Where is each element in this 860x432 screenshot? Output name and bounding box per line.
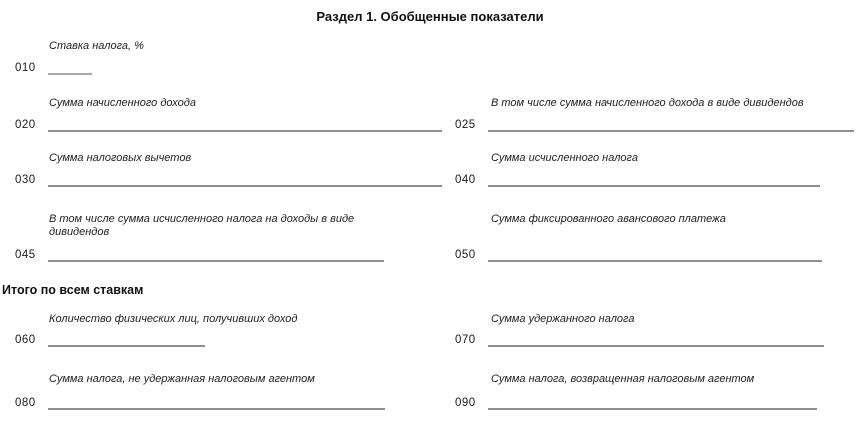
field-070-input[interactable] (488, 335, 824, 347)
field-030-input[interactable] (48, 175, 442, 187)
field-025-input[interactable] (488, 120, 854, 132)
field-070-code: 070 (455, 334, 476, 346)
field-040-label: Сумма исчисленного налога (491, 152, 638, 164)
field-020-code: 020 (15, 119, 36, 131)
field-090-code: 090 (455, 397, 476, 409)
field-040-row (455, 173, 820, 187)
field-030-code: 030 (15, 174, 36, 186)
field-080-label: Сумма налога, не удержанная налоговым агентом (49, 373, 315, 385)
field-090-label: Сумма налога, возвращенная налоговым агентом (491, 373, 755, 385)
field-045-code: 045 (15, 249, 36, 261)
field-060-label: Количество физических лиц, получивших доход (49, 313, 298, 325)
field-050-label: Сумма фиксированного авансового платежа (491, 213, 726, 225)
field-050-code: 050 (455, 249, 476, 261)
field-025-row (455, 118, 854, 132)
field-040-input[interactable] (488, 175, 820, 187)
field-030-row (15, 173, 442, 187)
field-010-input[interactable] (48, 63, 92, 75)
field-010-label: Ставка налога, % (49, 40, 144, 52)
totals-heading: Итого по всем ставкам (2, 283, 144, 297)
field-020-row (15, 118, 442, 132)
field-060-input[interactable] (48, 335, 205, 347)
field-090-row (455, 396, 817, 410)
field-080-row (15, 396, 385, 410)
field-025-label: В том числе сумма начисленного дохода в виде дивидендов (491, 97, 804, 109)
field-010-row (15, 61, 92, 75)
section-title: Раздел 1. Обобщенные показатели (316, 9, 544, 24)
field-070-row (455, 333, 824, 347)
field-080-code: 080 (15, 397, 36, 409)
field-045-label: В том числе сумма исчисленного налога на доходы в виде дивидендов (49, 213, 355, 238)
field-010-code: 010 (15, 62, 36, 74)
field-080-input[interactable] (48, 398, 385, 410)
field-050-input[interactable] (488, 250, 822, 262)
field-030-label: Сумма налоговых вычетов (49, 152, 192, 164)
field-060-code: 060 (15, 334, 36, 346)
field-020-input[interactable] (48, 120, 442, 132)
field-070-label: Сумма удержанного налога (491, 313, 635, 325)
field-025-code: 025 (455, 119, 476, 131)
field-045-row (15, 248, 384, 262)
field-050-row (455, 248, 822, 262)
field-060-row (15, 333, 205, 347)
field-090-input[interactable] (488, 398, 817, 410)
field-020-label: Сумма начисленного дохода (49, 97, 196, 109)
field-040-code: 040 (455, 174, 476, 186)
field-045-input[interactable] (48, 250, 384, 262)
